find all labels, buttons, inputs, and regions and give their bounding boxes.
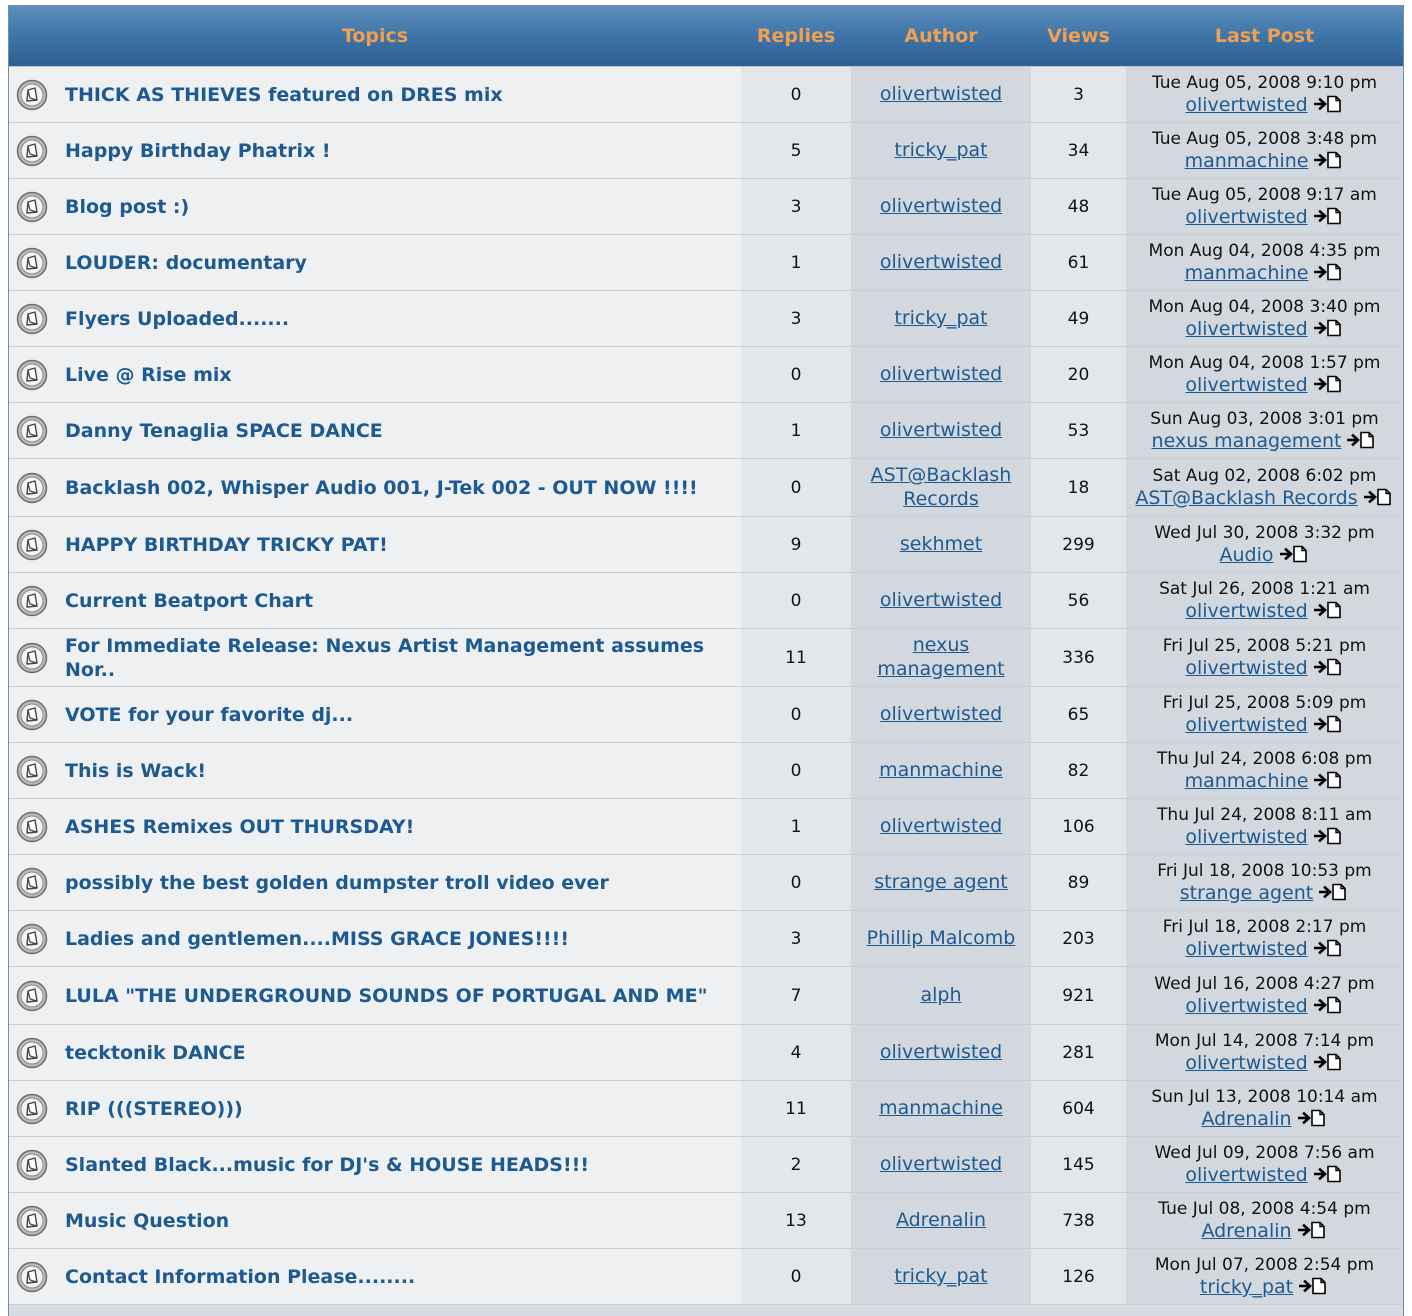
topic-title-link[interactable]: Flyers Uploaded.......: [65, 307, 290, 330]
replies-count: 0: [741, 687, 851, 743]
views-count: 82: [1031, 743, 1126, 799]
topic-cell: [61, 179, 741, 235]
views-count: 3: [1031, 67, 1126, 123]
author-link[interactable]: alph: [920, 984, 962, 1006]
views-count: 20: [1031, 347, 1126, 403]
topic-icon-cell: [9, 799, 61, 855]
header-last-post: Last Post: [1126, 6, 1403, 67]
views-count: 299: [1031, 517, 1126, 573]
last-post-cell: [1126, 855, 1403, 911]
view-latest-post-icon[interactable]: [1314, 996, 1344, 1014]
author-link[interactable]: tricky_pat: [894, 307, 988, 329]
view-latest-post-icon[interactable]: [1347, 431, 1377, 449]
topic-cell: [61, 347, 741, 403]
author-link[interactable]: Adrenalin: [895, 1209, 987, 1231]
header-replies: Replies: [741, 6, 851, 67]
topic-icon-cell: [9, 517, 61, 573]
topic-icon-cell: [9, 1193, 61, 1249]
replies-count: 11: [741, 1081, 851, 1137]
table-row: [9, 967, 1403, 1025]
views-count: 48: [1031, 179, 1126, 235]
last-post-date: Tue Jul 08, 2008 4:54 pm: [1158, 1199, 1371, 1219]
view-latest-post-icon[interactable]: [1314, 1053, 1344, 1071]
last-post-author-link[interactable]: manmachine: [1184, 770, 1309, 792]
topic-title-link[interactable]: For Immediate Release: Nexus Artist Management assumes Nor..: [65, 634, 705, 681]
topic-cell: [61, 459, 741, 517]
last-post-cell: [1126, 347, 1403, 403]
table-row: [9, 911, 1403, 967]
table-row: [9, 1137, 1403, 1193]
last-post-date: Mon Jul 14, 2008 7:14 pm: [1154, 1031, 1375, 1051]
last-post-author-link[interactable]: olivertwisted: [1185, 206, 1308, 228]
folder-icon: [16, 1093, 48, 1125]
last-post-author-link[interactable]: AST@Backlash Records: [1135, 487, 1358, 509]
table-row: [9, 403, 1403, 459]
topic-title-link[interactable]: Ladies and gentlemen....MISS GRACE JONES!!!!: [65, 927, 570, 950]
author-link[interactable]: manmachine: [879, 759, 1003, 781]
author-link[interactable]: tricky_pat: [894, 139, 988, 161]
views-count: 34: [1031, 123, 1126, 179]
replies-count: 4: [741, 1025, 851, 1081]
header-author: Author: [851, 6, 1031, 67]
replies-count: 1: [741, 235, 851, 291]
view-latest-post-icon[interactable]: [1319, 883, 1349, 901]
author-link[interactable]: strange agent: [874, 871, 1008, 893]
topic-title-link[interactable]: HAPPY BIRTHDAY TRICKY PAT!: [65, 533, 388, 556]
last-post-author-link[interactable]: olivertwisted: [1185, 374, 1308, 396]
views-count: 281: [1031, 1025, 1126, 1081]
views-count: 65: [1031, 687, 1126, 743]
table-row: [9, 573, 1403, 629]
author-cell: [851, 123, 1031, 179]
table-row: [9, 123, 1403, 179]
topic-title-link[interactable]: Blog post :): [65, 195, 190, 218]
topic-cell: [61, 573, 741, 629]
table-row: [9, 235, 1403, 291]
last-post-cell: [1126, 1249, 1403, 1305]
topic-cell: [61, 235, 741, 291]
topic-cell: [61, 855, 741, 911]
last-post-cell: [1126, 403, 1403, 459]
replies-count: 3: [741, 911, 851, 967]
last-post-cell: [1126, 687, 1403, 743]
last-post-date: Fri Jul 18, 2008 2:17 pm: [1162, 917, 1367, 937]
folder-icon: [16, 585, 48, 617]
topic-title-link[interactable]: LULA "THE UNDERGROUND SOUNDS OF PORTUGAL AND ME": [65, 984, 708, 1007]
replies-count: 3: [741, 291, 851, 347]
author-cell: [851, 1193, 1031, 1249]
folder-icon: [16, 642, 48, 674]
topic-icon-cell: [9, 855, 61, 911]
views-count: 921: [1031, 967, 1126, 1025]
author-link[interactable]: olivertwisted: [879, 251, 1003, 273]
table-row: [9, 459, 1403, 517]
author-cell: [851, 291, 1031, 347]
last-post-author-link[interactable]: olivertwisted: [1185, 94, 1308, 116]
views-count: 203: [1031, 911, 1126, 967]
last-post-author-link[interactable]: manmachine: [1184, 150, 1309, 172]
last-post-author-link[interactable]: olivertwisted: [1185, 1164, 1308, 1186]
views-count: 738: [1031, 1193, 1126, 1249]
view-latest-post-icon[interactable]: [1298, 1109, 1328, 1127]
replies-count: 0: [741, 347, 851, 403]
last-post-cell: [1126, 1025, 1403, 1081]
author-cell: [851, 743, 1031, 799]
view-latest-post-icon[interactable]: [1298, 1221, 1328, 1239]
topic-icon-cell: [9, 291, 61, 347]
topic-cell: [61, 1193, 741, 1249]
view-latest-post-icon[interactable]: [1314, 771, 1344, 789]
topic-icon-cell: [9, 743, 61, 799]
replies-count: 0: [741, 743, 851, 799]
last-post-date: Mon Jul 07, 2008 2:54 pm: [1154, 1255, 1375, 1275]
author-cell: [851, 573, 1031, 629]
view-latest-post-icon[interactable]: [1314, 601, 1344, 619]
view-latest-post-icon[interactable]: [1299, 1277, 1329, 1295]
table-row: [9, 347, 1403, 403]
last-post-date: Tue Aug 05, 2008 9:10 pm: [1151, 73, 1378, 93]
topic-rows: [9, 67, 1403, 1305]
last-post-date: Sun Jul 13, 2008 10:14 am: [1151, 1087, 1378, 1107]
last-post-date: Sat Jul 26, 2008 1:21 am: [1159, 579, 1370, 599]
last-post-author-link[interactable]: olivertwisted: [1185, 714, 1308, 736]
author-cell: [851, 1081, 1031, 1137]
topic-cell: [61, 911, 741, 967]
topic-title-link[interactable]: Backlash 002, Whisper Audio 001, J-Tek 002 - OUT NOW !!!!: [65, 476, 698, 499]
folder-icon: [16, 1149, 48, 1181]
replies-count: 0: [741, 67, 851, 123]
author-cell: [851, 1137, 1031, 1193]
topic-icon-cell: [9, 1081, 61, 1137]
folder-icon: [16, 980, 48, 1012]
last-post-author-link[interactable]: Audio: [1219, 544, 1274, 566]
topic-title-link[interactable]: Live @ Rise mix: [65, 363, 232, 386]
replies-count: 13: [741, 1193, 851, 1249]
author-link[interactable]: manmachine: [879, 1097, 1003, 1119]
author-link[interactable]: nexus management: [877, 634, 1005, 680]
author-link[interactable]: olivertwisted: [879, 703, 1003, 725]
author-cell: [851, 235, 1031, 291]
table-row: [9, 1081, 1403, 1137]
replies-count: 7: [741, 967, 851, 1025]
folder-icon: [16, 1261, 48, 1293]
topic-cell: [61, 67, 741, 123]
topic-icon-cell: [9, 347, 61, 403]
topic-title-link[interactable]: Current Beatport Chart: [65, 589, 314, 612]
topic-icon-cell: [9, 573, 61, 629]
view-latest-post-icon[interactable]: [1364, 488, 1394, 506]
author-link[interactable]: olivertwisted: [879, 589, 1003, 611]
last-post-cell: [1126, 911, 1403, 967]
topic-icon-cell: [9, 629, 61, 687]
topic-cell: [61, 687, 741, 743]
author-cell: [851, 911, 1031, 967]
views-count: 61: [1031, 235, 1126, 291]
author-link[interactable]: olivertwisted: [879, 1153, 1003, 1175]
folder-icon: [16, 923, 48, 955]
view-latest-post-icon[interactable]: [1314, 207, 1344, 225]
author-cell: [851, 1249, 1031, 1305]
table-row: [9, 629, 1403, 687]
table-row: [9, 743, 1403, 799]
topic-cell: [61, 629, 741, 687]
last-post-author-link[interactable]: olivertwisted: [1185, 938, 1308, 960]
last-post-author-link[interactable]: tricky_pat: [1199, 1276, 1294, 1298]
author-cell: [851, 629, 1031, 687]
topic-title-link[interactable]: tecktonik DANCE: [65, 1041, 246, 1064]
table-row: [9, 687, 1403, 743]
view-latest-post-icon[interactable]: [1314, 151, 1344, 169]
replies-count: 1: [741, 403, 851, 459]
view-latest-post-icon[interactable]: [1314, 319, 1344, 337]
last-post-cell: [1126, 517, 1403, 573]
topic-cell: [61, 743, 741, 799]
last-post-date: Wed Jul 09, 2008 7:56 am: [1154, 1143, 1375, 1163]
header-views: Views: [1031, 6, 1126, 67]
folder-icon: [16, 247, 48, 279]
topic-title-link[interactable]: possibly the best golden dumpster troll video ever: [65, 871, 609, 894]
table-row: [9, 291, 1403, 347]
topic-icon-cell: [9, 1137, 61, 1193]
last-post-date: Tue Aug 05, 2008 9:17 am: [1152, 185, 1377, 205]
replies-count: 0: [741, 459, 851, 517]
topic-title-link[interactable]: LOUDER: documentary: [65, 251, 307, 274]
author-link[interactable]: olivertwisted: [879, 1041, 1003, 1063]
topic-title-link[interactable]: Danny Tenaglia SPACE DANCE: [65, 419, 383, 442]
folder-icon: [16, 303, 48, 335]
author-cell: [851, 967, 1031, 1025]
topic-icon-cell: [9, 911, 61, 967]
topic-icon-cell: [9, 235, 61, 291]
last-post-cell: [1126, 291, 1403, 347]
replies-count: 9: [741, 517, 851, 573]
last-post-author-link[interactable]: olivertwisted: [1185, 318, 1308, 340]
last-post-cell: [1126, 123, 1403, 179]
topic-icon-cell: [9, 967, 61, 1025]
last-post-date: Thu Jul 24, 2008 8:11 am: [1157, 805, 1372, 825]
forum-topic-list: [8, 5, 1404, 1316]
author-cell: [851, 67, 1031, 123]
last-post-date: Fri Jul 25, 2008 5:21 pm: [1162, 636, 1367, 656]
topic-title-link[interactable]: VOTE for your favorite dj...: [65, 703, 354, 726]
last-post-cell: [1126, 743, 1403, 799]
view-latest-post-icon[interactable]: [1314, 263, 1344, 281]
author-cell: [851, 687, 1031, 743]
topic-cell: [61, 1081, 741, 1137]
view-latest-post-icon[interactable]: [1314, 939, 1344, 957]
author-cell: [851, 517, 1031, 573]
table-row: [9, 855, 1403, 911]
topic-cell: [61, 517, 741, 573]
last-post-cell: [1126, 179, 1403, 235]
last-post-author-link[interactable]: Adrenalin: [1201, 1220, 1292, 1242]
author-cell: [851, 179, 1031, 235]
topic-title-link[interactable]: Happy Birthday Phatrix !: [65, 139, 331, 162]
last-post-author-link[interactable]: olivertwisted: [1185, 1052, 1308, 1074]
topic-cell: [61, 403, 741, 459]
last-post-author-link[interactable]: olivertwisted: [1185, 600, 1308, 622]
last-post-date: Wed Jul 30, 2008 3:32 pm: [1154, 523, 1375, 543]
view-latest-post-icon[interactable]: [1314, 375, 1344, 393]
topic-icon-cell: [9, 67, 61, 123]
view-latest-post-icon[interactable]: [1280, 545, 1310, 563]
author-cell: [851, 855, 1031, 911]
author-link[interactable]: olivertwisted: [879, 815, 1003, 837]
views-count: 126: [1031, 1249, 1126, 1305]
last-post-author-link[interactable]: olivertwisted: [1185, 995, 1308, 1017]
topic-icon-cell: [9, 1249, 61, 1305]
topic-title-link[interactable]: RIP (((STEREO))): [65, 1097, 243, 1120]
replies-count: 0: [741, 573, 851, 629]
author-cell: [851, 403, 1031, 459]
topic-cell: [61, 123, 741, 179]
last-post-date: Fri Jul 18, 2008 10:53 pm: [1157, 861, 1372, 881]
author-link[interactable]: olivertwisted: [879, 195, 1003, 217]
topic-icon-cell: [9, 459, 61, 517]
table-row: [9, 1025, 1403, 1081]
last-post-cell: [1126, 799, 1403, 855]
last-post-date: Mon Aug 04, 2008 1:57 pm: [1148, 353, 1381, 373]
topic-cell: [61, 799, 741, 855]
topic-title-link[interactable]: ASHES Remixes OUT THURSDAY!: [65, 815, 415, 838]
table-row: [9, 517, 1403, 573]
views-count: 53: [1031, 403, 1126, 459]
topic-icon-cell: [9, 687, 61, 743]
view-latest-post-icon[interactable]: [1314, 1165, 1344, 1183]
views-count: 56: [1031, 573, 1126, 629]
author-link[interactable]: tricky_pat: [894, 1265, 988, 1287]
table-row: [9, 67, 1403, 123]
folder-icon: [16, 472, 48, 504]
last-post-author-link[interactable]: Adrenalin: [1201, 1108, 1292, 1130]
last-post-author-link[interactable]: nexus management: [1151, 430, 1342, 452]
last-post-date: Thu Jul 24, 2008 6:08 pm: [1156, 749, 1373, 769]
views-count: 106: [1031, 799, 1126, 855]
author-link[interactable]: sekhmet: [899, 533, 983, 555]
topic-cell: [61, 1025, 741, 1081]
last-post-author-link[interactable]: manmachine: [1184, 262, 1309, 284]
author-cell: [851, 799, 1031, 855]
replies-count: 0: [741, 855, 851, 911]
last-post-cell: [1126, 459, 1403, 517]
last-post-cell: [1126, 235, 1403, 291]
header-topics: Topics: [9, 6, 741, 67]
table-row: [9, 799, 1403, 855]
table-header-row: [9, 6, 1403, 67]
views-count: 49: [1031, 291, 1126, 347]
folder-icon: [16, 191, 48, 223]
author-link[interactable]: olivertwisted: [879, 363, 1003, 385]
folder-icon: [16, 867, 48, 899]
views-count: 18: [1031, 459, 1126, 517]
replies-count: 1: [741, 799, 851, 855]
folder-icon: [16, 359, 48, 391]
topic-cell: [61, 291, 741, 347]
last-post-date: Sat Aug 02, 2008 6:02 pm: [1152, 466, 1377, 486]
last-post-cell: [1126, 67, 1403, 123]
replies-count: 3: [741, 179, 851, 235]
views-count: 604: [1031, 1081, 1126, 1137]
last-post-date: Mon Aug 04, 2008 4:35 pm: [1148, 241, 1381, 261]
views-count: 89: [1031, 855, 1126, 911]
folder-icon: [16, 699, 48, 731]
topic-cell: [61, 967, 741, 1025]
topic-title-link[interactable]: Slanted Black...music for DJ's & HOUSE HEADS!!!: [65, 1153, 589, 1176]
folder-icon: [16, 811, 48, 843]
view-latest-post-icon[interactable]: [1314, 658, 1344, 676]
topic-icon-cell: [9, 403, 61, 459]
last-post-cell: [1126, 967, 1403, 1025]
author-cell: [851, 459, 1031, 517]
last-post-date: Sun Aug 03, 2008 3:01 pm: [1150, 409, 1379, 429]
topics-table: [9, 6, 1403, 1305]
topic-icon-cell: [9, 1025, 61, 1081]
author-cell: [851, 347, 1031, 403]
topic-title-link[interactable]: This is Wack!: [65, 759, 207, 782]
last-post-author-link[interactable]: olivertwisted: [1185, 657, 1308, 679]
topic-icon-cell: [9, 123, 61, 179]
view-latest-post-icon[interactable]: [1314, 827, 1344, 845]
folder-icon: [16, 1205, 48, 1237]
view-latest-post-icon[interactable]: [1314, 95, 1344, 113]
last-post-cell: [1126, 1193, 1403, 1249]
last-post-date: Wed Jul 16, 2008 4:27 pm: [1154, 974, 1375, 994]
last-post-date: Mon Aug 04, 2008 3:40 pm: [1148, 297, 1381, 317]
table-row: [9, 1249, 1403, 1305]
folder-icon: [16, 529, 48, 561]
topic-title-link[interactable]: THICK AS THIEVES featured on DRES mix: [65, 83, 503, 106]
topic-cell: [61, 1137, 741, 1193]
table-row: [9, 179, 1403, 235]
last-post-date: Tue Aug 05, 2008 3:48 pm: [1151, 129, 1378, 149]
view-latest-post-icon[interactable]: [1314, 715, 1344, 733]
replies-count: 5: [741, 123, 851, 179]
author-cell: [851, 1025, 1031, 1081]
folder-icon: [16, 755, 48, 787]
last-post-cell: [1126, 629, 1403, 687]
replies-count: 0: [741, 1249, 851, 1305]
topic-title-link[interactable]: Contact Information Please........: [65, 1265, 416, 1288]
views-count: 145: [1031, 1137, 1126, 1193]
table-row: [9, 1193, 1403, 1249]
author-link[interactable]: AST@Backlash Records: [870, 464, 1012, 510]
topic-icon-cell: [9, 179, 61, 235]
replies-count: 2: [741, 1137, 851, 1193]
last-post-cell: [1126, 1081, 1403, 1137]
topic-title-link[interactable]: Music Question: [65, 1209, 230, 1232]
last-post-author-link[interactable]: olivertwisted: [1185, 826, 1308, 848]
folder-icon: [16, 415, 48, 447]
author-link[interactable]: olivertwisted: [879, 419, 1003, 441]
author-link[interactable]: Phillip Malcomb: [866, 927, 1016, 949]
views-count: 336: [1031, 629, 1126, 687]
last-post-cell: [1126, 1137, 1403, 1193]
folder-icon: [16, 1037, 48, 1069]
author-link[interactable]: olivertwisted: [879, 83, 1003, 105]
last-post-date: Fri Jul 25, 2008 5:09 pm: [1162, 693, 1367, 713]
last-post-cell: [1126, 573, 1403, 629]
folder-icon: [16, 135, 48, 167]
folder-icon: [16, 79, 48, 111]
topic-cell: [61, 1249, 741, 1305]
replies-count: 11: [741, 629, 851, 687]
last-post-author-link[interactable]: strange agent: [1179, 882, 1314, 904]
